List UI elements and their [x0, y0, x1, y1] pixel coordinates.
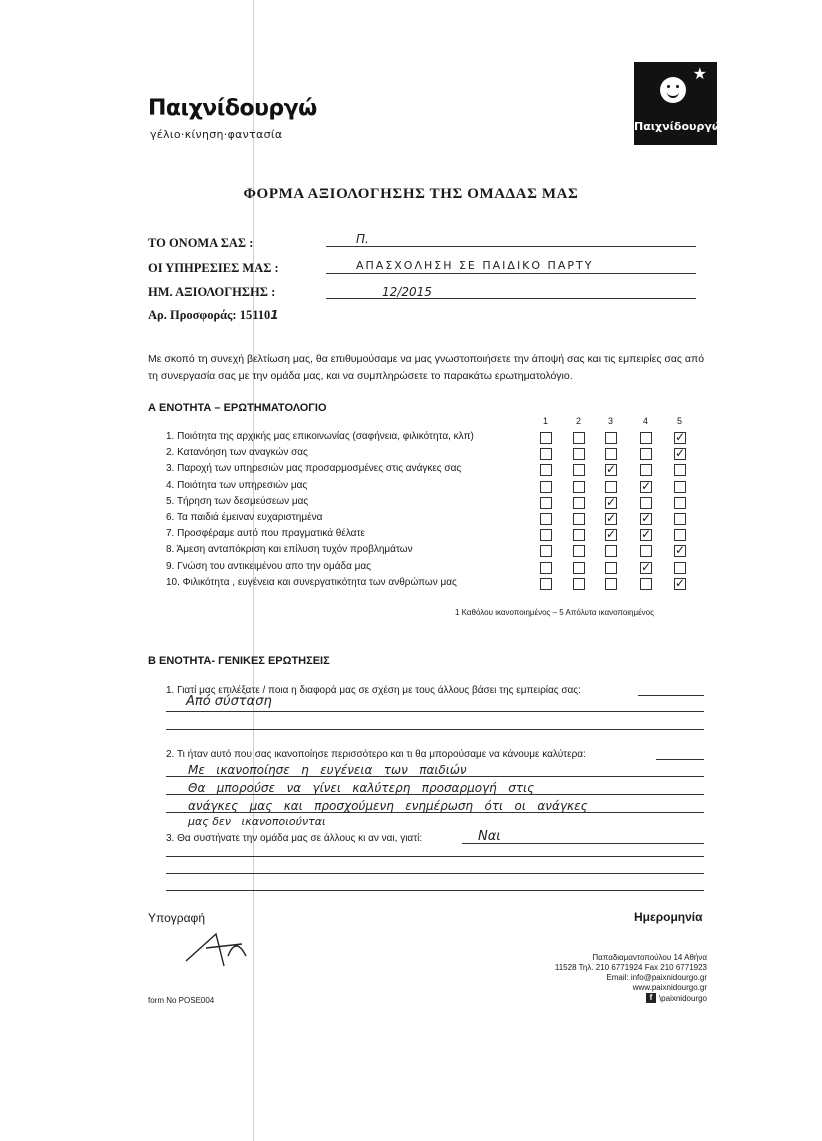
answer-b3[interactable]: Ναι	[478, 829, 501, 844]
rating-checkbox-q5-2[interactable]	[573, 497, 585, 509]
rating-checkbox-q10-4[interactable]	[640, 578, 652, 590]
services-value[interactable]: ΑΠΑΣΧΟΛΗΣΗ ΣΕ ΠΑΙΔΙΚΟ ΠΑΡΤΥ	[356, 259, 594, 272]
rating-checkbox-q7-3[interactable]	[605, 529, 617, 541]
rating-checkbox-q2-2[interactable]	[573, 448, 585, 460]
offer-number-label	[148, 308, 279, 323]
rating-checkbox-q8-2[interactable]	[573, 545, 585, 557]
rating-checkbox-q7-2[interactable]	[573, 529, 585, 541]
company-email[interactable]: Email: info@paixnidourgo.gr	[606, 973, 707, 982]
rating-checkbox-q2-1[interactable]	[540, 448, 552, 460]
rating-checkbox-q4-1[interactable]	[540, 481, 552, 493]
answer-b2-line-text-4[interactable]: μας δεν ικανοποιούνται	[188, 815, 326, 828]
company-logo-badge	[634, 62, 722, 145]
logo-badge-text: Παιχνίδουργώ	[634, 120, 722, 133]
question-a1: 1. Ποιότητα της αρχικής μας επικοινωνίας (σαφήνεια, φιλικότητα, κλπ)	[166, 431, 474, 442]
question-b1-line	[638, 695, 704, 696]
rating-checkbox-q9-2[interactable]	[573, 562, 585, 574]
rating-checkbox-q1-2[interactable]	[573, 432, 585, 444]
question-b3: 3. Θα συστήνατε την ομάδα μας σε άλλους κι αν ναι, γιατί:	[166, 833, 423, 844]
rating-checkbox-q5-4[interactable]	[640, 497, 652, 509]
rating-checkbox-q1-4[interactable]	[640, 432, 652, 444]
scale-col-2: 2	[576, 416, 582, 426]
company-phone: 11528 Τηλ. 210 6771924 Fax 210 6771923	[554, 963, 707, 972]
rating-checkbox-q2-4[interactable]	[640, 448, 652, 460]
company-website[interactable]: www.paixnidourgo.gr	[632, 983, 707, 992]
company-address: Παπαδιαμαντοπούλου 14 Αθήνα	[592, 953, 707, 962]
signature-label: Υπογραφή	[148, 911, 206, 925]
name-label: ΤΟ ΟΝΟΜΑ ΣΑΣ :	[148, 236, 254, 250]
rating-checkbox-q5-1[interactable]	[540, 497, 552, 509]
company-tagline: γέλιο·κίνηση·φαντασία	[150, 128, 283, 141]
rating-checkbox-q8-5[interactable]	[674, 545, 686, 557]
rating-checkbox-q1-5[interactable]	[674, 432, 686, 444]
name-underline	[326, 246, 696, 247]
scale-col-5: 5	[677, 416, 683, 426]
question-a3: 3. Παροχή των υπηρεσιών μας προσαρμοσμένες στις ανάγκες σας	[166, 463, 462, 475]
rating-checkbox-q3-2[interactable]	[573, 464, 585, 476]
question-a2: 2. Κατανόηση των αναγκών σας	[166, 447, 308, 459]
question-a4: 4. Ποιότητα των υπηρεσιών μας	[166, 479, 308, 491]
rating-checkbox-q6-5[interactable]	[674, 513, 686, 525]
rating-checkbox-q4-5[interactable]	[674, 481, 686, 493]
rating-checkbox-q4-4[interactable]	[640, 481, 652, 493]
company-logo-text: Παιχνίδουργώ	[148, 96, 317, 121]
rating-checkbox-q3-3[interactable]	[605, 464, 617, 476]
rating-checkbox-q2-5[interactable]	[674, 448, 686, 460]
question-b2: 2. Τι ήταν αυτό που σας ικανοποίησε περισσότερο και τι θα μπορούσαμε να κάνουμε καλύτερα:	[166, 749, 586, 760]
rating-checkbox-q10-2[interactable]	[573, 578, 585, 590]
rating-checkbox-q7-1[interactable]	[540, 529, 552, 541]
question-a7: 7. Προσφέραμε αυτό που πραγματικά θέλατε	[166, 528, 365, 540]
social-link[interactable]	[646, 993, 707, 1003]
rating-checkbox-q1-3[interactable]	[605, 432, 617, 444]
answer-b1-line-2	[166, 729, 704, 730]
question-a10: 10. Φιλικότητα , ευγένεια και συνεργατικότητα των ανθρώπων μας	[166, 576, 457, 588]
question-b1: 1. Γιατί μας επιλέξατε / ποια η διαφορά μας σε σχέση με τους άλλους βάσει της εμπειρίας σας:	[166, 685, 581, 696]
rating-checkbox-q10-3[interactable]	[605, 578, 617, 590]
rating-checkbox-q6-4[interactable]	[640, 513, 652, 525]
rating-checkbox-q8-4[interactable]	[640, 545, 652, 557]
offer-number-handwritten: 1	[270, 308, 279, 322]
rating-checkbox-q8-1[interactable]	[540, 545, 552, 557]
rating-checkbox-q3-5[interactable]	[674, 464, 686, 476]
rating-checkbox-q10-5[interactable]	[674, 578, 686, 590]
answer-b3-line-3	[166, 890, 704, 891]
rating-checkbox-q9-1[interactable]	[540, 562, 552, 574]
rating-checkbox-q7-5[interactable]	[674, 529, 686, 541]
section-b-heading: Β ΕΝΟΤΗΤΑ- ΓΕΝΙΚΕΣ ΕΡΩΤΗΣΕΙΣ	[148, 655, 330, 667]
rating-checkbox-q1-1[interactable]	[540, 432, 552, 444]
form-number: form No POSE004	[148, 996, 215, 1005]
question-a6: 6. Τα παιδιά έμειναν ευχαριστημένα	[166, 512, 323, 523]
rating-checkbox-q7-4[interactable]	[640, 529, 652, 541]
answer-b2-line-text-1[interactable]: Με ικανοποίησε η ευγένεια των παιδιών	[188, 763, 467, 777]
answer-b2-line-text-2[interactable]: Θα μπορούσε να γίνει καλύτερη προσαρμογή στις	[188, 781, 535, 795]
facebook-icon: f	[646, 993, 656, 1003]
smiley-icon	[660, 77, 686, 103]
date-field-label: Ημερομηνία	[634, 910, 703, 924]
rating-checkbox-q9-5[interactable]	[674, 562, 686, 574]
scale-legend: 1 Καθόλου ικανοποιημένος – 5 Απόλυτα ικανοποιημένος	[455, 608, 654, 617]
question-b2-line	[656, 759, 704, 760]
rating-checkbox-q9-3[interactable]	[605, 562, 617, 574]
rating-checkbox-q3-1[interactable]	[540, 464, 552, 476]
rating-checkbox-q10-1[interactable]	[540, 578, 552, 590]
rating-checkbox-q5-3[interactable]	[605, 497, 617, 509]
offer-number-text: Αρ. Προσφοράς: 15110	[148, 308, 271, 322]
scale-col-4: 4	[643, 416, 649, 426]
social-handle: \paixnidourgo	[658, 993, 707, 1003]
rating-checkbox-q8-3[interactable]	[605, 545, 617, 557]
name-value[interactable]: Π.	[356, 232, 369, 246]
scale-col-3: 3	[608, 416, 614, 426]
rating-checkbox-q6-1[interactable]	[540, 513, 552, 525]
rating-checkbox-q4-2[interactable]	[573, 481, 585, 493]
rating-checkbox-q6-2[interactable]	[573, 513, 585, 525]
handwritten-signature	[176, 926, 266, 976]
question-a8: 8. Άμεση ανταπόκριση και επίλυση τυχόν προβλημάτων	[166, 544, 413, 556]
scale-col-1: 1	[543, 416, 549, 426]
answer-b3-line-2	[166, 873, 704, 874]
rating-checkbox-q9-4[interactable]	[640, 562, 652, 574]
section-a-heading: Α ΕΝΟΤΗΤΑ – ΕΡΩΤΗΜΑΤΟΛΟΓΙΟ	[148, 402, 327, 414]
services-underline	[326, 273, 696, 274]
date-label: ΗΜ. ΑΞΙΟΛΟΓΗΣΗΣ :	[148, 285, 276, 299]
answer-b1-line-1	[166, 711, 704, 712]
question-a9: 9. Γνώση του αντικειμένου απο την ομάδα μας	[166, 560, 371, 572]
services-label: ΟΙ ΥΠΗΡΕΣΙΕΣ ΜΑΣ :	[148, 261, 279, 275]
form-title: ΦΟΡΜΑ ΑΞΙΟΛΟΓΗΣΗΣ ΤΗΣ ΟΜΑΔΑΣ ΜΑΣ	[243, 186, 579, 202]
rating-checkbox-q4-3[interactable]	[605, 481, 617, 493]
rating-checkbox-q3-4[interactable]	[640, 464, 652, 476]
intro-paragraph: Με σκοπό τη συνεχή βελτίωση μας, θα επιθυμούσαμε να μας γνωστοποιήσετε την άποψή σας και τις εμπειρίες σας από τη συνεργασία σας με την ομάδα μας, και να συμπληρώσετε το παρακάτω ερωτηματολόγιο.	[148, 353, 705, 382]
star-icon: ★	[692, 66, 707, 83]
question-a5: 5. Τήρηση των δεσμεύσεων μας	[166, 495, 309, 507]
answer-b3-line-1	[166, 856, 704, 857]
answer-b1[interactable]: Από σύσταση	[186, 694, 272, 709]
answer-b2-line-text-3[interactable]: ανάγκες μας και προσχούμενη ενημέρωση ότι οι ανάγκες	[188, 799, 588, 813]
rating-checkbox-q5-5[interactable]	[674, 497, 686, 509]
rating-checkbox-q2-3[interactable]	[605, 448, 617, 460]
rating-checkbox-q6-3[interactable]	[605, 513, 617, 525]
date-value[interactable]: 12/2015	[382, 285, 432, 299]
